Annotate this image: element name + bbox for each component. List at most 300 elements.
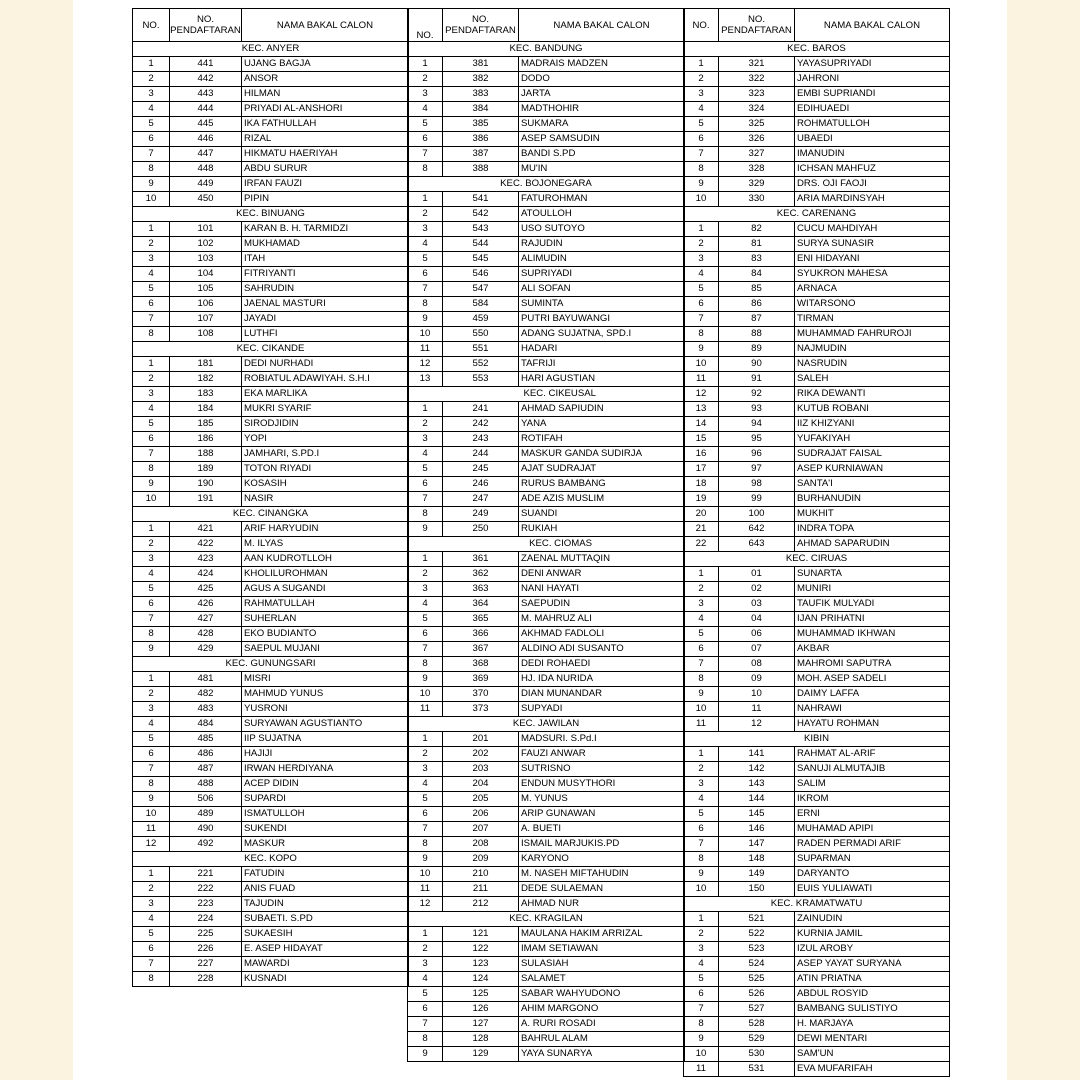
row-number: 4 — [408, 972, 443, 987]
candidate-row — [684, 477, 950, 492]
candidate-row — [133, 882, 409, 897]
registration-number: 182 — [170, 372, 242, 387]
registration-number: 146 — [719, 822, 795, 837]
registration-number: 01 — [719, 567, 795, 582]
registration-number: 547 — [443, 282, 519, 297]
registration-number: 143 — [719, 777, 795, 792]
candidate-row — [133, 492, 409, 507]
row-number: 12 — [684, 387, 719, 402]
row-number: 5 — [133, 417, 170, 432]
kecamatan-title: KEC. CIOMAS — [408, 537, 685, 552]
candidate-name: MAHROMI SAPUTRA — [795, 657, 950, 672]
candidate-row — [408, 222, 685, 237]
row-number: 5 — [408, 792, 443, 807]
registration-number: 447 — [170, 147, 242, 162]
row-number: 3 — [684, 777, 719, 792]
row-number: 9 — [133, 642, 170, 657]
row-number: 7 — [684, 837, 719, 852]
candidate-name: MUHAMMAD IKHWAN — [795, 627, 950, 642]
candidate-name: KARYONO — [519, 852, 685, 867]
registration-number: 330 — [719, 192, 795, 207]
registration-number: 127 — [443, 1017, 519, 1032]
candidate-row — [684, 132, 950, 147]
registration-number: 207 — [443, 822, 519, 837]
registration-number: 324 — [719, 102, 795, 117]
row-number: 4 — [133, 567, 170, 582]
registration-number: 08 — [719, 657, 795, 672]
kecamatan-title: KEC. CINANGKA — [133, 507, 409, 522]
row-number: 4 — [133, 267, 170, 282]
candidate-row — [408, 402, 685, 417]
row-number: 8 — [684, 852, 719, 867]
candidate-name: ANIS FUAD — [242, 882, 409, 897]
row-number: 2 — [133, 882, 170, 897]
candidate-name: ATIN PRIATNA — [795, 972, 950, 987]
row-number: 1 — [133, 672, 170, 687]
candidate-name: IIZ KHIZYANI — [795, 417, 950, 432]
candidate-name: AHMAD SAPARUDIN — [795, 537, 950, 552]
candidate-row — [133, 807, 409, 822]
row-number: 4 — [684, 612, 719, 627]
kecamatan-title: KEC. ANYER — [133, 42, 409, 57]
candidate-row — [408, 372, 685, 387]
registration-number: 528 — [719, 1017, 795, 1032]
candidate-row — [684, 657, 950, 672]
row-number: 9 — [684, 687, 719, 702]
registration-number: 148 — [719, 852, 795, 867]
registration-number: 381 — [443, 57, 519, 72]
candidate-row — [133, 687, 409, 702]
registration-number: 426 — [170, 597, 242, 612]
candidate-row — [133, 537, 409, 552]
registration-number: 226 — [170, 942, 242, 957]
row-number: 7 — [684, 312, 719, 327]
row-number: 8 — [408, 507, 443, 522]
candidate-name: FATUDIN — [242, 867, 409, 882]
candidate-name: KOSASIH — [242, 477, 409, 492]
candidate-row — [133, 522, 409, 537]
candidate-name: BURHANUDIN — [795, 492, 950, 507]
row-number: 9 — [684, 1032, 719, 1047]
candidate-row — [684, 1002, 950, 1017]
registration-number: 441 — [170, 57, 242, 72]
registration-number: 327 — [719, 147, 795, 162]
kecamatan-header-row — [684, 897, 950, 912]
candidate-name: NAJMUDIN — [795, 342, 950, 357]
kecamatan-title: KIBIN — [684, 732, 950, 747]
candidate-name: M. ILYAS — [242, 537, 409, 552]
candidate-row — [684, 1017, 950, 1032]
candidate-name: JAHRONI — [795, 72, 950, 87]
candidate-name: HAJIJI — [242, 747, 409, 762]
registration-number: 384 — [443, 102, 519, 117]
candidate-name: HILMAN — [242, 87, 409, 102]
registration-number: 387 — [443, 147, 519, 162]
registration-number: 99 — [719, 492, 795, 507]
row-number: 17 — [684, 462, 719, 477]
registration-number: 425 — [170, 582, 242, 597]
row-number: 1 — [408, 402, 443, 417]
candidate-name: ABDUL ROSYID — [795, 987, 950, 1002]
candidate-name: SANUJI ALMUTAJIB — [795, 762, 950, 777]
kecamatan-title: KEC. CIRUAS — [684, 552, 950, 567]
row-number: 1 — [408, 192, 443, 207]
candidate-name: JAYADI — [242, 312, 409, 327]
candidate-row — [684, 87, 950, 102]
row-number: 4 — [684, 792, 719, 807]
header-no-pendaftaran — [443, 9, 519, 42]
candidate-name: MASKUR — [242, 837, 409, 852]
candidate-table-1 — [132, 8, 409, 987]
row-number: 9 — [133, 477, 170, 492]
candidate-row — [684, 672, 950, 687]
candidate-row — [684, 147, 950, 162]
candidate-row — [408, 117, 685, 132]
row-number: 5 — [408, 252, 443, 267]
candidate-row — [133, 222, 409, 237]
row-number: 4 — [684, 102, 719, 117]
candidate-name: TIRMAN — [795, 312, 950, 327]
registration-number: 524 — [719, 957, 795, 972]
candidate-row — [684, 327, 950, 342]
candidate-row — [684, 702, 950, 717]
candidate-row — [408, 237, 685, 252]
candidate-row — [684, 597, 950, 612]
candidate-row — [133, 312, 409, 327]
row-number: 5 — [133, 282, 170, 297]
registration-number: 88 — [719, 327, 795, 342]
candidate-name: SUBAETI. S.PD — [242, 912, 409, 927]
row-number: 9 — [408, 672, 443, 687]
table-header — [133, 9, 409, 42]
registration-number: 424 — [170, 567, 242, 582]
candidate-name: UJANG BAGJA — [242, 57, 409, 72]
column-3 — [683, 8, 950, 1077]
candidate-name: KHOLILUROHMAN — [242, 567, 409, 582]
row-number: 3 — [133, 252, 170, 267]
candidate-row — [408, 852, 685, 867]
kecamatan-header-row — [684, 552, 950, 567]
row-number: 13 — [408, 372, 443, 387]
candidate-name: DENI ANWAR — [519, 567, 685, 582]
candidate-name: SABAR WAHYUDONO — [519, 987, 685, 1002]
candidate-row — [133, 327, 409, 342]
row-number: 6 — [133, 432, 170, 447]
row-number: 11 — [684, 1062, 719, 1077]
registration-number: 488 — [170, 777, 242, 792]
candidate-row — [408, 627, 685, 642]
candidate-row — [684, 1062, 950, 1077]
kecamatan-title: KEC. KOPO — [133, 852, 409, 867]
candidate-name: SALEH — [795, 372, 950, 387]
registration-number: 531 — [719, 1062, 795, 1077]
candidate-row — [408, 957, 685, 972]
candidate-row — [684, 567, 950, 582]
candidate-row — [684, 417, 950, 432]
row-number: 9 — [408, 1047, 443, 1062]
registration-number: 484 — [170, 717, 242, 732]
registration-number: 250 — [443, 522, 519, 537]
registration-number: 149 — [719, 867, 795, 882]
candidate-name: PRIYADI AL-ANSHORI — [242, 102, 409, 117]
row-number: 3 — [408, 762, 443, 777]
candidate-row — [684, 792, 950, 807]
row-number: 2 — [684, 762, 719, 777]
registration-number: 459 — [443, 312, 519, 327]
registration-number: 529 — [719, 1032, 795, 1047]
candidate-name: ARIA MARDINSYAH — [795, 192, 950, 207]
registration-number: 105 — [170, 282, 242, 297]
registration-number: 82 — [719, 222, 795, 237]
candidate-row — [684, 747, 950, 762]
candidate-row — [684, 372, 950, 387]
header-no: NO. — [133, 9, 170, 42]
registration-number: 83 — [719, 252, 795, 267]
candidate-row — [133, 732, 409, 747]
candidate-name: E. ASEP HIDAYAT — [242, 942, 409, 957]
row-number: 5 — [133, 582, 170, 597]
row-number: 16 — [684, 447, 719, 462]
candidate-name: AHMAD NUR — [519, 897, 685, 912]
candidate-row — [133, 972, 409, 987]
row-number: 5 — [133, 117, 170, 132]
candidate-row — [133, 567, 409, 582]
candidate-row — [133, 777, 409, 792]
registration-number: 228 — [170, 972, 242, 987]
registration-number: 11 — [719, 702, 795, 717]
kecamatan-header-row — [408, 717, 685, 732]
candidate-row — [408, 282, 685, 297]
kecamatan-title: KEC. CIKANDE — [133, 342, 409, 357]
row-number: 4 — [408, 102, 443, 117]
candidate-row — [133, 57, 409, 72]
candidate-name: AJAT SUDRAJAT — [519, 462, 685, 477]
candidate-name: RAHMAT AL-ARIF — [795, 747, 950, 762]
registration-number: 203 — [443, 762, 519, 777]
row-number: 5 — [133, 927, 170, 942]
candidate-row — [133, 462, 409, 477]
candidate-name: JAENAL MASTURI — [242, 297, 409, 312]
candidate-name: ANSOR — [242, 72, 409, 87]
row-number: 7 — [408, 822, 443, 837]
candidate-row — [408, 267, 685, 282]
registration-number: 551 — [443, 342, 519, 357]
candidate-name: M. MAHRUZ ALI — [519, 612, 685, 627]
candidate-row — [133, 447, 409, 462]
row-number: 2 — [684, 72, 719, 87]
registration-number: 97 — [719, 462, 795, 477]
candidate-name: KARAN B. H. TARMIDZI — [242, 222, 409, 237]
registration-number: 487 — [170, 762, 242, 777]
kecamatan-title: KEC. GUNUNGSARI — [133, 657, 409, 672]
header-no-pendaftaran-line2: PENDAFTARAN — [170, 25, 241, 36]
registration-number: 101 — [170, 222, 242, 237]
candidate-row — [408, 462, 685, 477]
candidate-name: MAWARDI — [242, 957, 409, 972]
row-number: 6 — [684, 822, 719, 837]
candidate-name: ZAENAL MUTTAQIN — [519, 552, 685, 567]
row-number: 9 — [408, 852, 443, 867]
registration-number: 124 — [443, 972, 519, 987]
row-number: 7 — [408, 492, 443, 507]
table-header — [684, 9, 950, 42]
registration-number: 208 — [443, 837, 519, 852]
row-number: 3 — [133, 897, 170, 912]
row-number: 8 — [133, 462, 170, 477]
registration-number: 150 — [719, 882, 795, 897]
candidate-name: ROHMATULLOH — [795, 117, 950, 132]
row-number: 3 — [684, 87, 719, 102]
row-number: 6 — [684, 297, 719, 312]
kecamatan-title: KEC. BAROS — [684, 42, 950, 57]
candidate-name: SIRODJIDIN — [242, 417, 409, 432]
row-number: 5 — [408, 987, 443, 1002]
candidate-name: AAN KUDROTLLOH — [242, 552, 409, 567]
kecamatan-header-row — [133, 507, 409, 522]
registration-number: 186 — [170, 432, 242, 447]
registration-number: 09 — [719, 672, 795, 687]
candidate-row — [133, 627, 409, 642]
row-number: 3 — [133, 552, 170, 567]
candidate-row — [684, 762, 950, 777]
row-number: 11 — [133, 822, 170, 837]
candidate-row — [133, 792, 409, 807]
registration-number: 242 — [443, 417, 519, 432]
candidate-name: SUPARDI — [242, 792, 409, 807]
candidate-name: MUHAMAD APIPI — [795, 822, 950, 837]
registration-number: 247 — [443, 492, 519, 507]
candidate-name: MADSURI. S.Pd.I — [519, 732, 685, 747]
row-number: 1 — [408, 927, 443, 942]
kecamatan-title: KEC. BANDUNG — [408, 42, 685, 57]
candidate-name: HAYATU ROHMAN — [795, 717, 950, 732]
candidate-name: NASRUDIN — [795, 357, 950, 372]
candidate-name: SUHERLAN — [242, 612, 409, 627]
header-no-pendaftaran-line2: PENDAFTARAN — [445, 25, 516, 36]
registration-number: 222 — [170, 882, 242, 897]
registration-number: 204 — [443, 777, 519, 792]
candidate-row — [408, 432, 685, 447]
row-number: 6 — [408, 627, 443, 642]
candidate-name: SYUKRON MAHESA — [795, 267, 950, 282]
registration-number: 550 — [443, 327, 519, 342]
candidate-name: DEDI ROHAEDI — [519, 657, 685, 672]
candidate-row — [684, 402, 950, 417]
candidate-row — [684, 807, 950, 822]
row-number: 8 — [408, 657, 443, 672]
candidate-name: MUKHIT — [795, 507, 950, 522]
candidate-name: HIKMATU HAERIYAH — [242, 147, 409, 162]
row-number: 13 — [684, 402, 719, 417]
candidate-name: ENI HIDAYANI — [795, 252, 950, 267]
candidate-row — [408, 822, 685, 837]
candidate-name: SUKAESIH — [242, 927, 409, 942]
candidate-row — [684, 492, 950, 507]
row-number: 2 — [133, 537, 170, 552]
candidate-row — [133, 597, 409, 612]
candidate-name: NANI HAYATI — [519, 582, 685, 597]
registration-number: 522 — [719, 927, 795, 942]
candidate-row — [133, 357, 409, 372]
row-number: 5 — [408, 612, 443, 627]
row-number: 7 — [684, 1002, 719, 1017]
row-number: 9 — [684, 867, 719, 882]
candidate-row — [408, 1047, 685, 1062]
candidate-row — [684, 912, 950, 927]
row-number: 5 — [408, 117, 443, 132]
candidate-row — [408, 657, 685, 672]
registration-number: 201 — [443, 732, 519, 747]
row-number: 2 — [684, 927, 719, 942]
registration-number: 523 — [719, 942, 795, 957]
candidate-name: BAMBANG SULISTIYO — [795, 1002, 950, 1017]
candidate-name: SALAMET — [519, 972, 685, 987]
candidate-row — [133, 942, 409, 957]
registration-number: 06 — [719, 627, 795, 642]
candidate-row — [684, 177, 950, 192]
candidate-row — [408, 447, 685, 462]
registration-number: 224 — [170, 912, 242, 927]
candidate-name: TAJUDIN — [242, 897, 409, 912]
registration-number: 189 — [170, 462, 242, 477]
registration-number: 546 — [443, 267, 519, 282]
row-number: 10 — [408, 327, 443, 342]
candidate-name: IMANUDIN — [795, 147, 950, 162]
row-number: 11 — [684, 717, 719, 732]
registration-number: 129 — [443, 1047, 519, 1062]
registration-number: 423 — [170, 552, 242, 567]
registration-number: 02 — [719, 582, 795, 597]
candidate-row — [408, 567, 685, 582]
candidate-row — [408, 132, 685, 147]
registration-number: 91 — [719, 372, 795, 387]
candidate-row — [408, 417, 685, 432]
candidate-name: EMBI SUPRIANDI — [795, 87, 950, 102]
candidate-name: ASEP YAYAT SURYANA — [795, 957, 950, 972]
row-number: 12 — [408, 357, 443, 372]
registration-number: 527 — [719, 1002, 795, 1017]
registration-number: 210 — [443, 867, 519, 882]
candidate-row — [408, 777, 685, 792]
row-number: 6 — [408, 267, 443, 282]
candidate-row — [408, 882, 685, 897]
candidate-name: PUTRI BAYUWANGI — [519, 312, 685, 327]
candidate-name: ASEP KURNIAWAN — [795, 462, 950, 477]
candidate-name: IRWAN HERDIYANA — [242, 762, 409, 777]
candidate-row — [684, 357, 950, 372]
candidate-name: ATOULLOH — [519, 207, 685, 222]
candidate-name: SANTA'I — [795, 477, 950, 492]
column-1 — [132, 8, 409, 987]
candidate-row — [684, 162, 950, 177]
registration-number: 365 — [443, 612, 519, 627]
candidate-table-3 — [683, 8, 950, 1077]
registration-number: 84 — [719, 267, 795, 282]
registration-number: 450 — [170, 192, 242, 207]
registration-number: 373 — [443, 702, 519, 717]
row-number: 2 — [684, 237, 719, 252]
registration-number: 225 — [170, 927, 242, 942]
candidate-row — [133, 957, 409, 972]
row-number: 15 — [684, 432, 719, 447]
row-number: 7 — [408, 147, 443, 162]
kecamatan-header-row — [133, 342, 409, 357]
row-number: 1 — [133, 222, 170, 237]
candidate-name: ROTIFAH — [519, 432, 685, 447]
registration-number: 382 — [443, 72, 519, 87]
candidate-row — [408, 522, 685, 537]
registration-number: 107 — [170, 312, 242, 327]
